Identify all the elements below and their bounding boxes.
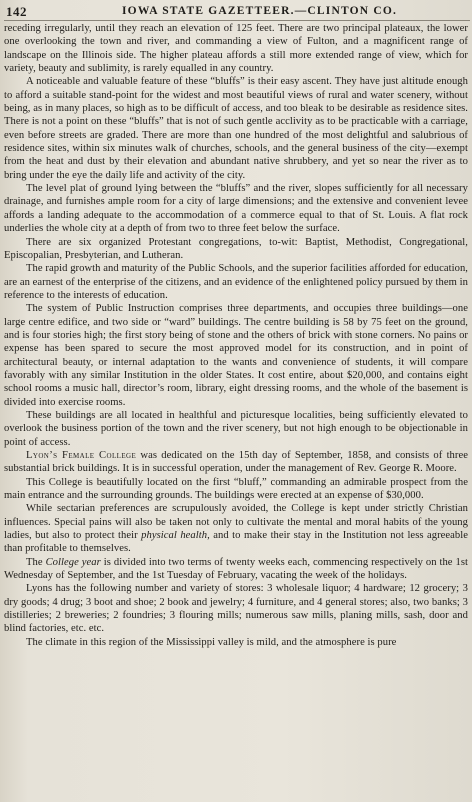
paragraph-lyons-stores: Lyons has the following number and variety of stores: 3 wholesale liquor; 4 hardware; 12 grocery; 3 dry goods; 4 drug; 3 boot and shoe; 2 book and jewelry; 4 furniture, and 4 general stores; also, two banks; 3 distilleries; 2 breweries; 2 foundries; 3 flouring mills; numerous saw mills, planing mills, sash, door and blind factories, etc. etc. xyxy=(4,583,468,635)
body-text xyxy=(4,22,470,649)
paragraph-climate: The climate in this region of the Mississippi valley is mild, and the atmosphere is pure xyxy=(26,636,397,648)
sectarian-emphasis: physical health, xyxy=(141,530,210,542)
paragraph-level-plat: The level plat of ground lying between the “bluffs” and the river, slopes sufficiently for all necessary drainage, and furnishes ample room for a city of large dimensions; and the extensive and convenient levee affords a landing adequate to the accommodation of a commerce equal to that of St. Louis. A flat rock underlies the whole city at a depth of from two to three feet below the surface. xyxy=(4,183,468,235)
sectarian-text-after: and to make their stay in the Institution not less agreeable than profitable to themselves. xyxy=(4,530,469,555)
paragraph-sectarian xyxy=(4,502,468,555)
college-year-before: The xyxy=(26,556,43,568)
page-header xyxy=(4,4,470,21)
paragraph-lyons-female-college xyxy=(4,449,468,476)
college-name: Lyon’s Female College xyxy=(26,450,137,461)
paragraph-public-schools: The rapid growth and maturity of the Public Schools, and the superior facilities afforded for education, are an earnest of the enterprise of the citizens, and an evidence of the enlightened policy pursued by them in reference to the interests of education. xyxy=(4,263,468,301)
paragraph-school-buildings: These buildings are all located in healthful and picturesque localities, being sufficiently elevated to overlook the business portion of the town and the river scenery, but not high enough to be objectionable in point of access. xyxy=(4,409,468,448)
paragraph-college-location: This College is beautifully located on the first “bluff,” commanding an admirable prospect from the main entrance and the surrounding grounds. The buildings were erected at an expense of $30,000. xyxy=(4,476,468,502)
paragraph-college-year xyxy=(4,556,468,583)
paragraph-bluffs-elevation: receding irregularly, until they reach an elevation of 125 feet. There are two principal plateaux, the lower one overlooking the town and river, and commanding a view of Fulton, and a magnificent range of landscape on the Illinois side. The higher plateau affords a still more extended range of view, which for variety, beauty and sublimity, is rarely equalled in any country. xyxy=(4,23,468,75)
page-number: 142 xyxy=(6,4,27,19)
sectarian-text-before: While sectarian preferences are scrupulously avoided, the College is kept under strictly Christian influences. Special pains will also be taken not only to cultivate the mental and moral habits of the young ladies, but also to protect their xyxy=(4,503,468,542)
running-head: IOWA STATE GAZETTEER.—CLINTON CO. xyxy=(122,5,398,17)
college-description: was dedicated on the 15th day of September, 1858, and consists of three substantial brick buildings. It is in successful operation, under the management of Rev. George R. Moore. xyxy=(4,450,468,475)
college-year-after: is divided into two terms of twenty weeks each, commencing respectively on the 1st Wednesday of September, and the 1st Tuesday of February, vacating the week of the holidays. xyxy=(4,556,469,582)
paragraph-bluffs-ascent: A noticeable and valuable feature of these “bluffs” is their easy ascent. They have just altitude enough to afford a suitable stand-point for the widest and most beautiful views of rural and water scenery, without being, as in many places, so high as to be difficult of access, and too bleak to be desirable as residence sites. There is not a point on these “bluffs” that is not of such gentle acclivity as to be practicable with a carriage, even before streets are graded. There are more than one hundred of the most delightful and salubrious of residence sites, within six minutes walk of churches, schools, and the general business of the city—exempt from the heat and dust by their elevation and abundant native shrubbery, and yet so near the river as to bring under the eye the daily life and activity of the city. xyxy=(4,76,468,181)
college-year-emphasis: College year xyxy=(45,556,101,568)
paragraph-congregations: There are six organized Protestant congregations, to-wit: Baptist, Methodist, Congregational, Episcopalian, Presbyterian, and Lutheran. xyxy=(4,236,468,261)
paragraph-public-instruction: The system of Public Instruction comprises three departments, and occupies three buildings—one large centre edifice, and two side or “ward” buildings. The centre building is 58 by 75 feet on the ground, and is four stories high; the first story being of stone and the others of brick with stone corners. No pains or expense has been spared to secure the most approved model for its construction, and in point of architectural beauty, or internal adaptation to the wants and convenience of students, it will compare favorably with any similar Institution in the older States. It cost entire, about $20,000, and contains eight school rooms a music hall, director’s room, library, eight dressing rooms, and the whole of the basement is divided into exercise rooms. xyxy=(4,303,468,408)
